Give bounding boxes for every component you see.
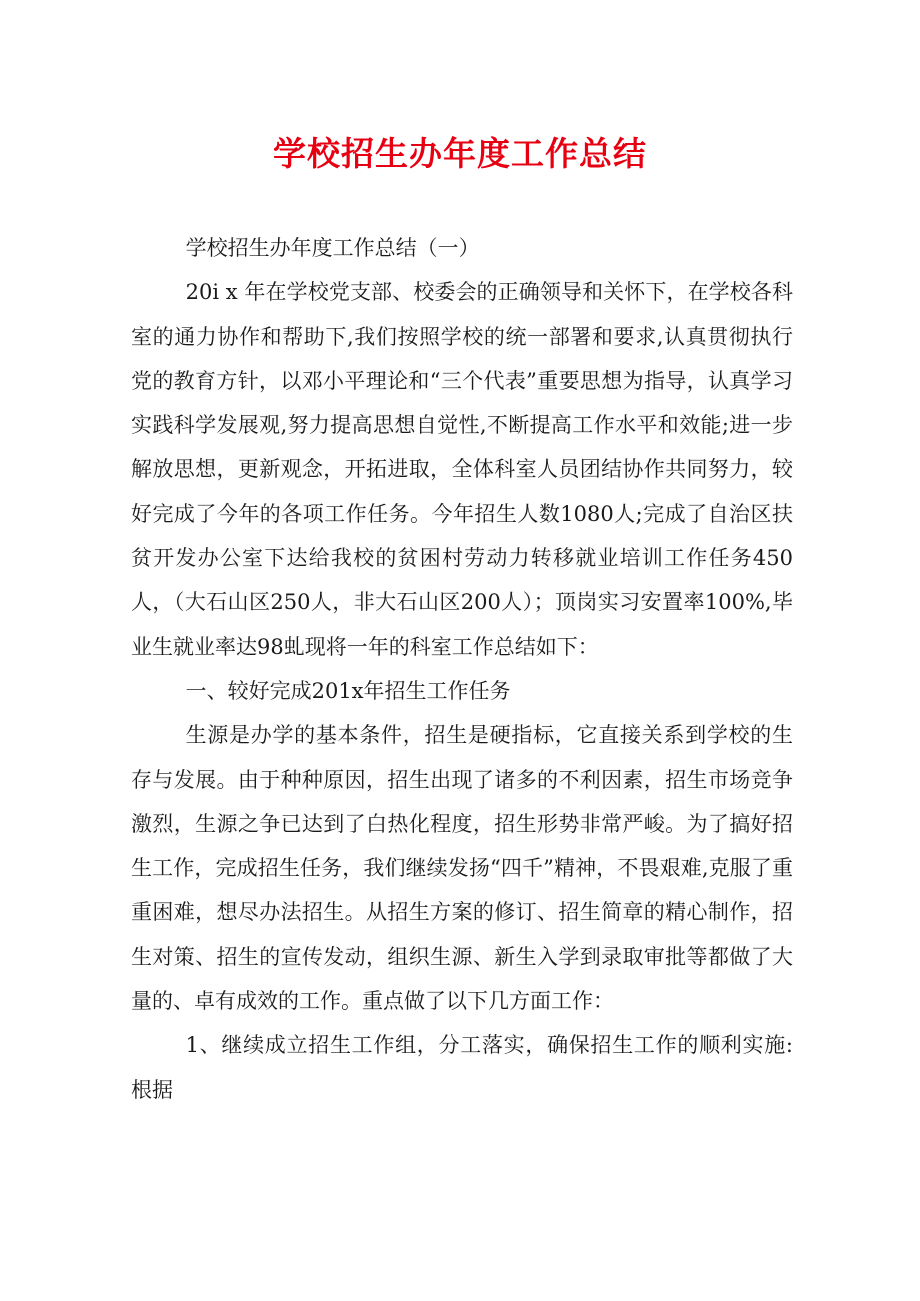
section-heading: 学校招生办年度工作总结（一） — [185, 236, 480, 260]
body-paragraph: 生源是办学的基本条件，招生是硬指标，它直接关系到学校的生存与发展。由于种种原因，招生出现了诸多的不利因素，招生市场竞争激烈，生源之争已达到了白热化程度，招生形势非常严峻。为了搞好招生工作，完成招生任务，我们继续发扬“四千”精神，不畏艰难,克服了重重困难，想尽办法招生。从招生方案的修订、招生简章的精心制作，招生对策、招生的宣传发动，组织生源、新生入学到录取审批等都做了大量的、卓有成效的工作。重点做了以下几方面工作： — [131, 723, 793, 1014]
document-body — [131, 226, 793, 1112]
body-paragraph: 1、继续成立招生工作组，分工落实，确保招生工作的顺利实施:根据 — [131, 1033, 793, 1102]
document-title: 学校招生办年度工作总结 — [273, 134, 647, 173]
body-paragraph: 20i x 年在学校党支部、校委会的正确领导和关怀下，在学校各科室的通力协作和帮助下,我们按照学校的统一部署和要求,认真贯彻执行党的教育方针，以邓小平理论和“三个代表”重要思想为指导，认真学习实践科学发展观,努力提高思想自觉性,不断提高工作水平和效能;进一步解放思想，更新观念，开拓进取，全体科室人员团结协作共同努力，较好完成了今年的各项工作任务。今年招生人数1080人;完成了自治区扶贫开发办公室下达给我校的贫困村劳动力转移就业培训工作任务450人，（大石山区250人，非大石山区200人）；顶岗实习安置率100%,毕业生就业率达98虬现将一年的科室工作总结如下： — [131, 280, 793, 659]
section-heading: 一、较好完成201x年招生工作任务 — [185, 678, 511, 703]
